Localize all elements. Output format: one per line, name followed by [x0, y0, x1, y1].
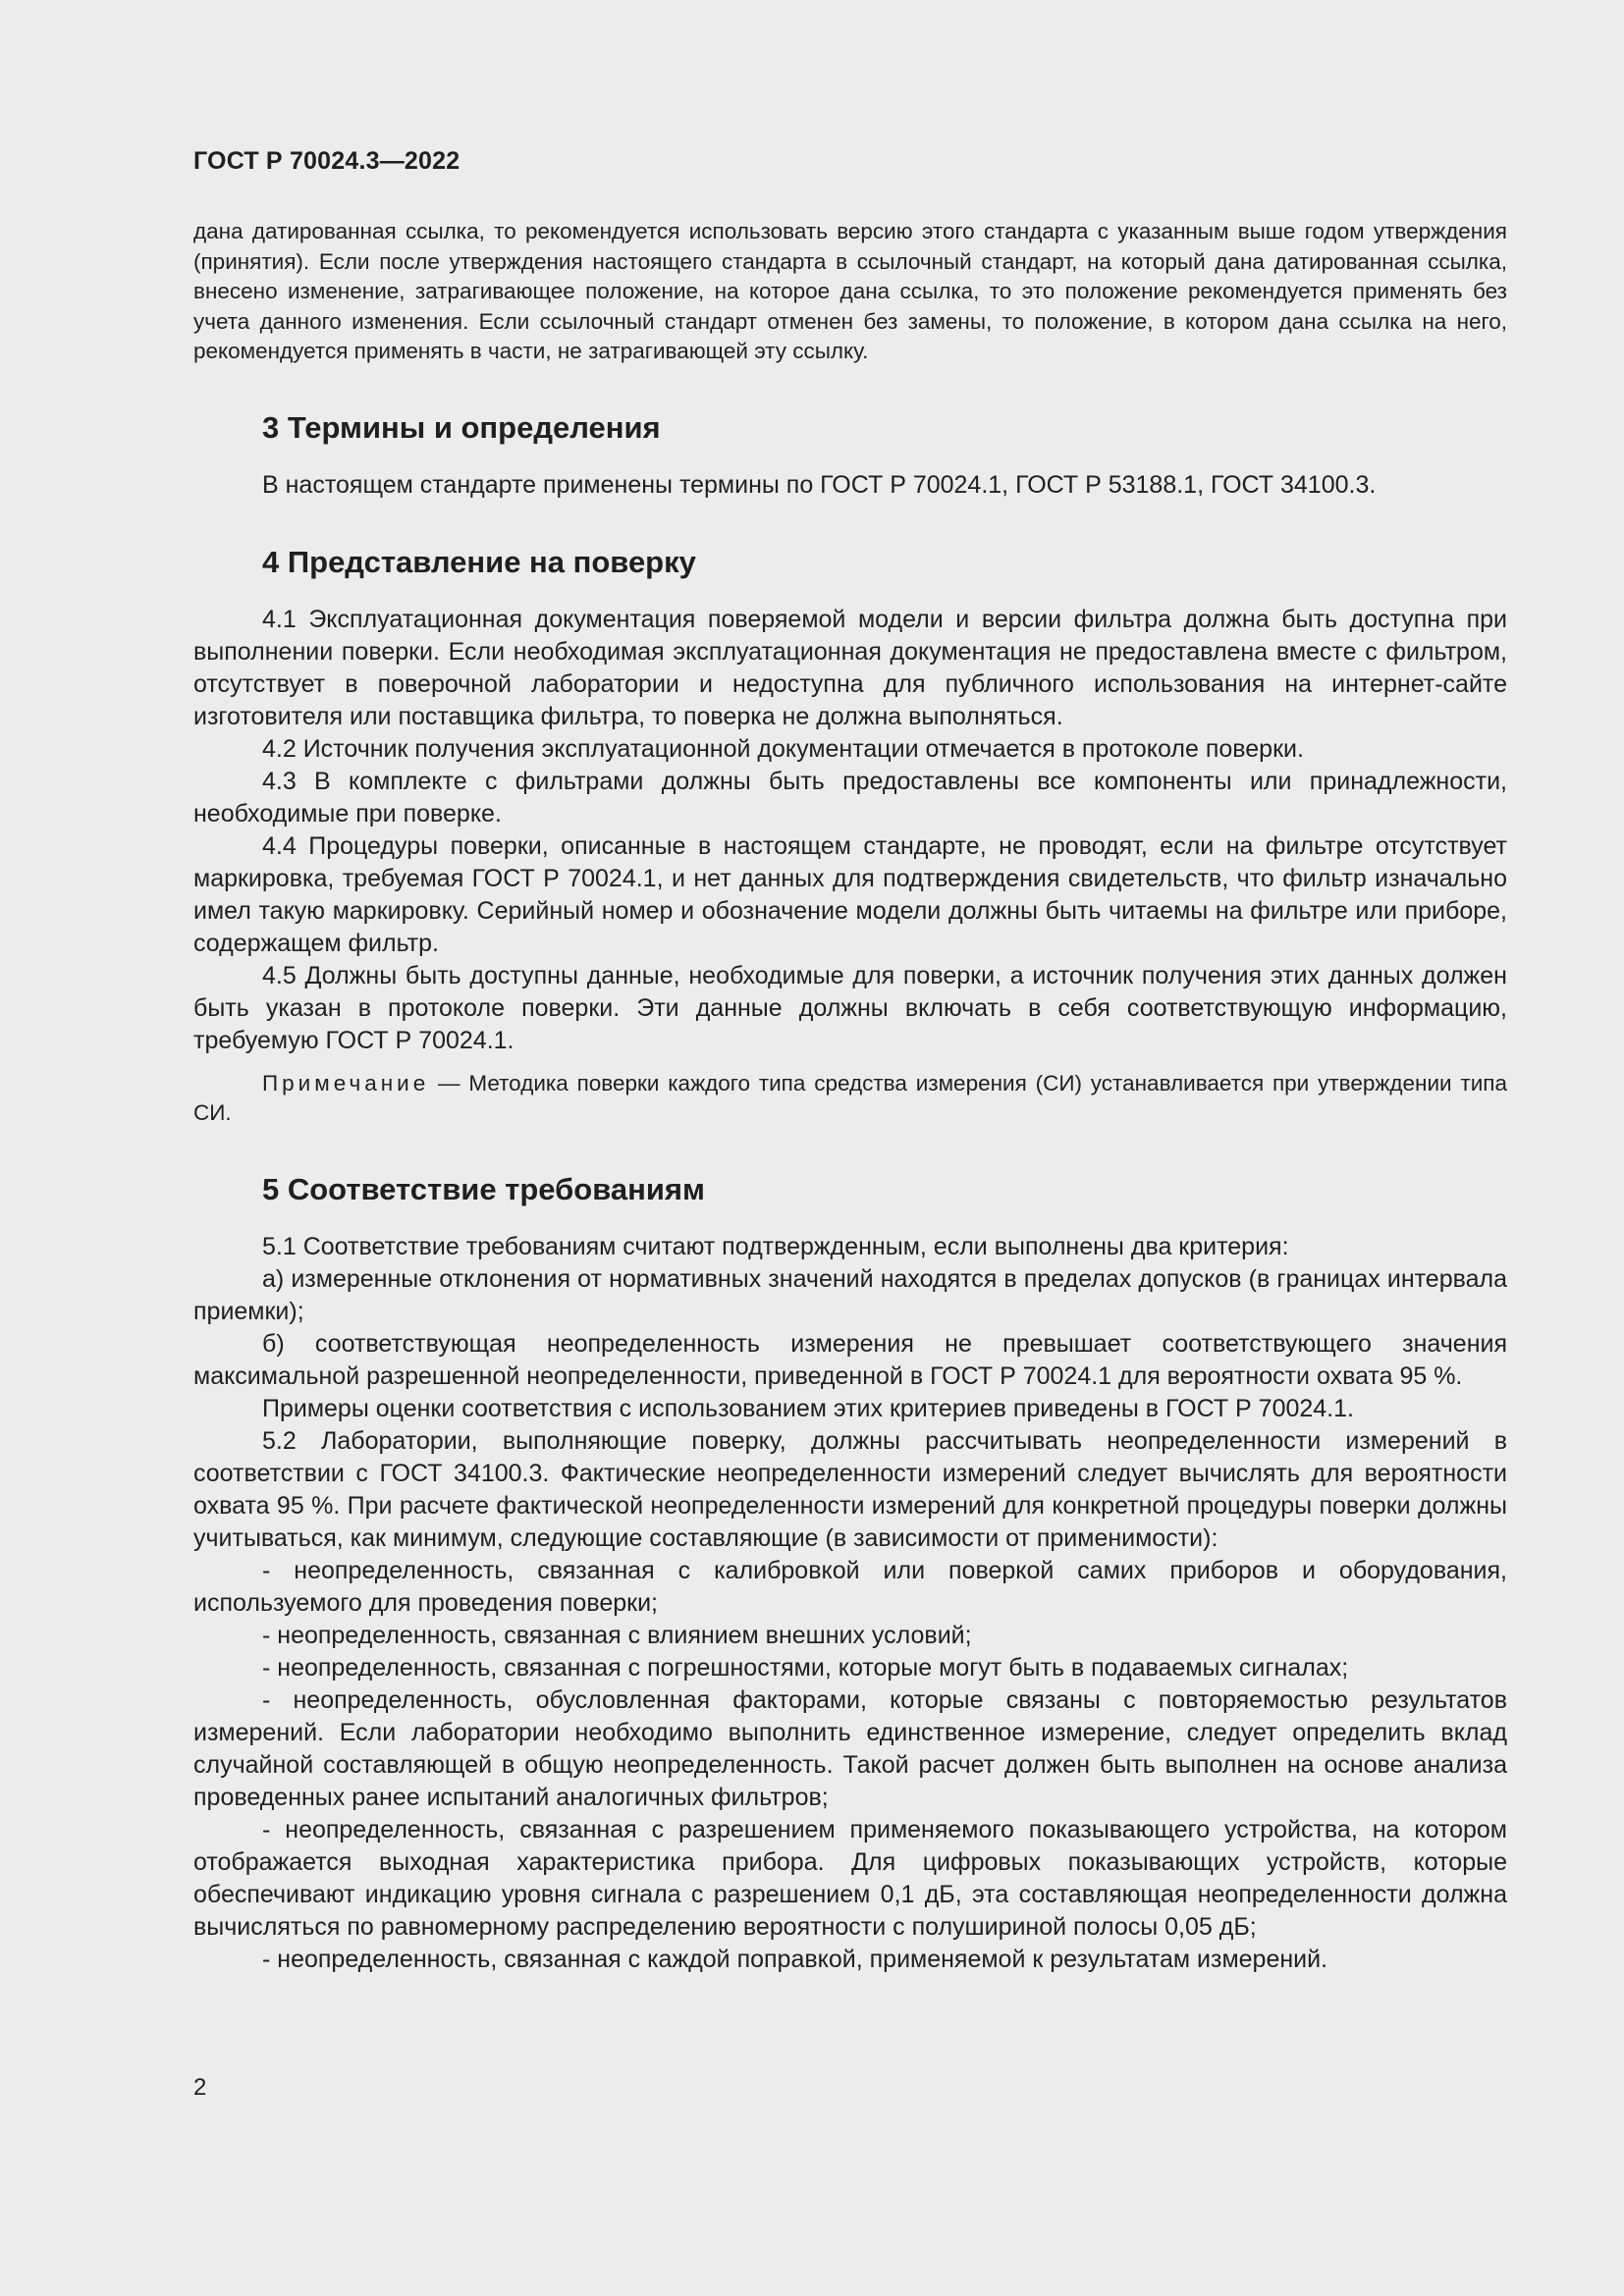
section-3-paragraph: В настоящем стандарте применены термины по ГОСТ Р 70024.1, ГОСТ Р 53188.1, ГОСТ 34100.3.	[262, 470, 1377, 499]
criterion-b: б) соответствующая неопределенность измерения не превышает соответствующего значения максимальной разрешенной неопределенности, приведенной в ГОСТ Р 70024.1 для вероятности охвата 95 %.	[193, 1329, 1507, 1390]
page-number: 2	[193, 2074, 207, 2101]
list-item: - неопределенность, связанная с погрешностями, которые могут быть в подаваемых сигналах;	[262, 1653, 1349, 1682]
document-page	[193, 147, 1507, 1976]
paragraph-4-5: 4.5 Должны быть доступны данные, необходимые для поверки, а источник получения этих данных должен быть указан в протоколе поверки. Эти данные должны включать в себя соответствующую информацию, требуемую ГОСТ Р 70024.1.	[193, 961, 1507, 1054]
intro-paragraph: дана датированная ссылка, то рекомендуется использовать версию этого стандарта с указанным выше годом утверждения (принятия). Если после утверждения настоящего стандарта в ссылочный стандарт, на который дана датированная ссылка, внесено изменение, затрагивающее положение, на которое дана ссылка, то это положение рекомендуется применять без учета данного изменения. Если ссылочный стандарт отменен без замены, то положение, в котором дана ссылка на него, рекомендуется применять в части, не затрагивающей эту ссылку.	[193, 219, 1507, 363]
note	[193, 1069, 1507, 1129]
list-item: - неопределенность, обусловленная факторами, которые связаны с повторяемостью результатов измерений. Если лаборатории необходимо выполнить единственное измерение, следует определить вклад случайной составляющей в общую неопределенность. Такой расчет должен быть выполнен на основе анализа проведенных ранее испытаний аналогичных фильтров;	[193, 1685, 1507, 1811]
paragraph-4-1: 4.1 Эксплуатационная документация поверяемой модели и версии фильтра должна быть доступна при выполнении поверки. Если необходимая эксплуатационная документация не предоставлена вместе с фильтром, отсутствует в поверочной лаборатории и недоступна для публичного использования на интернет-сайте изготовителя или поставщика фильтра, то поверка не должна выполняться.	[193, 605, 1507, 730]
paragraph-4-2: 4.2 Источник получения эксплуатационной документации отмечается в протоколе поверки.	[262, 734, 1304, 763]
paragraph-5-1: 5.1 Соответствие требованиям считают подтвержденным, если выполнены два критерия:	[262, 1232, 1289, 1260]
section-5-title: 5 Соответствие требованиям	[262, 1171, 705, 1206]
paragraph-4-3: 4.3 В комплекте с фильтрами должны быть предоставлены все компоненты или принадлежности, необходимые при поверке.	[193, 767, 1507, 828]
paragraph-4-4: 4.4 Процедуры поверки, описанные в настоящем стандарте, не проводят, если на фильтре отсутствует маркировка, требуемая ГОСТ Р 70024.1, и нет данных для подтверждения свидетельств, что фильтр изначально имел такую маркировку. Серийный номер и обозначение модели должны быть читаемы на фильтре или приборе, содержащем фильтр.	[193, 831, 1507, 957]
note-label: Примечание	[262, 1070, 430, 1095]
document-header: ГОСТ Р 70024.3—2022	[193, 147, 460, 175]
list-item: - неопределенность, связанная с влиянием внешних условий;	[262, 1621, 972, 1649]
criterion-a: а) измеренные отклонения от нормативных значений находятся в пределах допусков (в границах интервала приемки);	[193, 1264, 1507, 1325]
list-item: - неопределенность, связанная с разрешением применяемого показывающего устройства, на котором отображается выходная характеристика прибора. Для цифровых показывающих устройств, которые обеспечивают индикацию уровня сигнала с разрешением 0,1 дБ, эта составляющая неопределенности должна вычисляться по равномерному распределению вероятности с полушириной полосы 0,05 дБ;	[193, 1815, 1507, 1941]
list-item: - неопределенность, связанная с калибровкой или поверкой самих приборов и оборудования, используемого для проведения поверки;	[193, 1556, 1507, 1617]
paragraph-5-2: 5.2 Лаборатории, выполняющие поверку, должны рассчитывать неопределенности измерений в соответствии с ГОСТ 34100.3. Фактические неопределенности измерений следует вычислять для вероятности охвата 95 %. При расчете фактической неопределенности измерений для конкретной процедуры поверки должны учитываться, как минимум, следующие составляющие (в зависимости от применимости):	[193, 1426, 1507, 1552]
section-3-title: 3 Термины и определения	[262, 409, 661, 445]
list-item: - неопределенность, связанная с каждой поправкой, применяемой к результатам измерений.	[262, 1945, 1328, 1973]
section-4-title: 4 Представление на поверку	[262, 544, 696, 579]
note-text: — Методика поверки каждого типа средства измерения (СИ) устанавливается при утверждении типа СИ.	[193, 1070, 1507, 1125]
examples-paragraph: Примеры оценки соответствия с использованием этих критериев приведены в ГОСТ Р 70024.1.	[262, 1394, 1354, 1422]
